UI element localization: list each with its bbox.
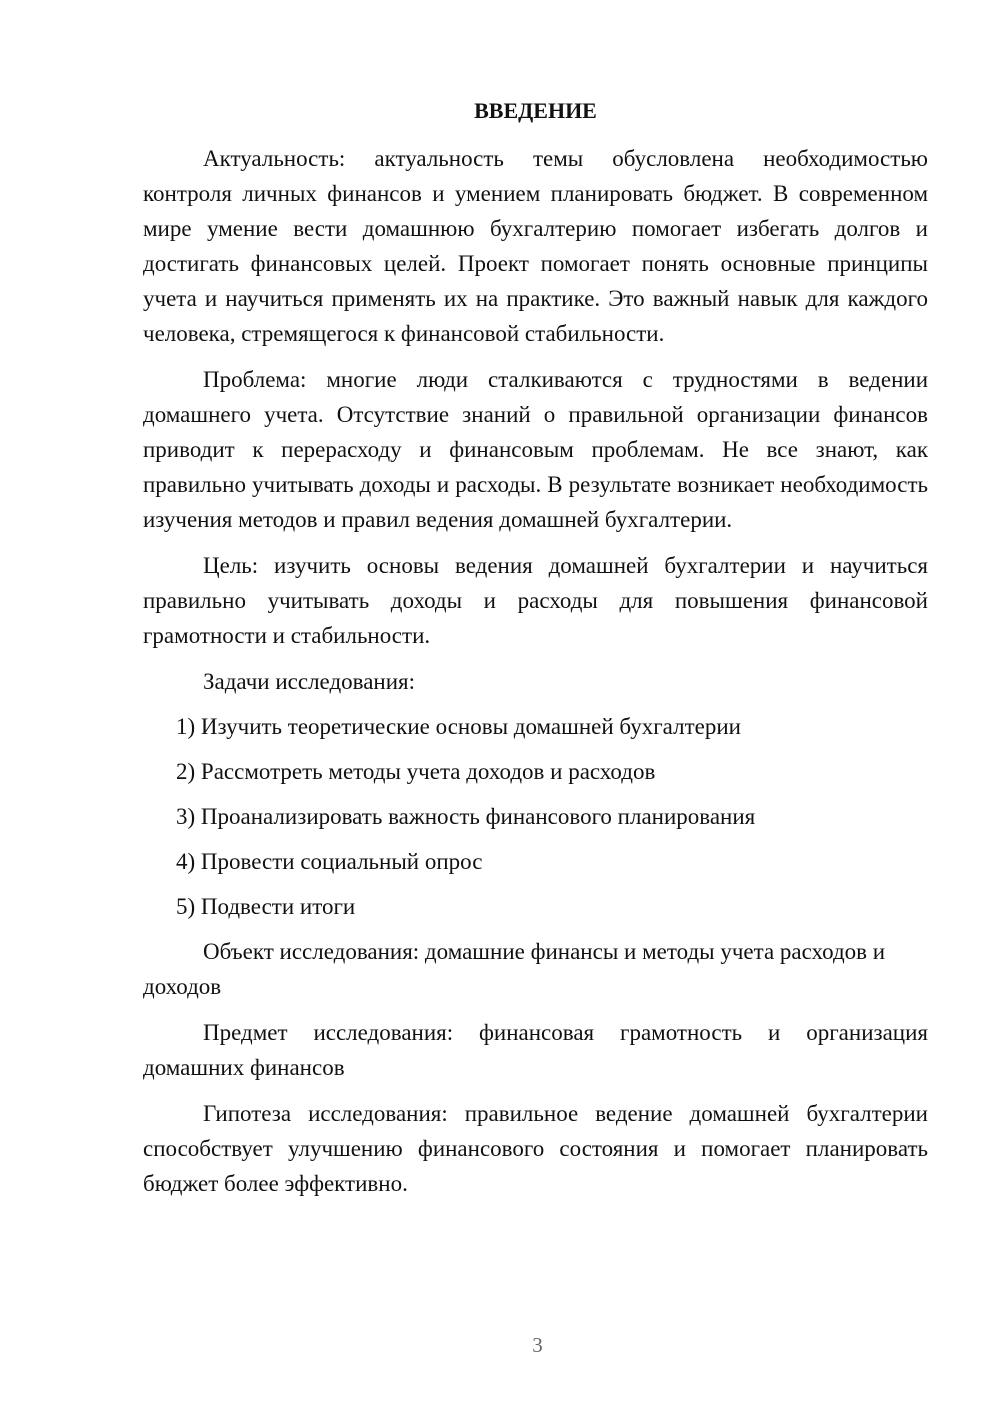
section-title: ВВЕДЕНИЕ [474,98,597,123]
task-list [143,709,928,924]
paragraph-object: Объект исследования: домашние финансы и методы учета расходов и доходов [143,939,886,999]
task-item: 4) Провести социальный опрос [176,849,483,874]
paragraph-goal: Цель: изучить основы ведения домашней бухгалтерии и научиться правильно учитывать доходы и расходы для повышения финансовой грамотности и стабильности. [143,553,928,648]
task-item: 1) Изучить теоретические основы домашней бухгалтерии [176,714,741,739]
task-item: 2) Рассмотреть методы учета доходов и расходов [176,759,656,784]
task-item: 5) Подвести итоги [176,894,356,919]
paragraph-problem: Проблема: многие люди сталкиваются с трудностями в ведении домашнего учета. Отсутствие знаний о правильной организации финансов приводит к перерасходу и финансовым проблемам. Не все знают, как правильно учитывать доходы и расходы. В результате возникает необходимость изучения методов и правил ведения домашней бухгалтерии. [143,367,928,532]
paragraph-hypothesis: Гипотеза исследования: правильное ведение домашней бухгалтерии способствует улучшению финансового состояния и помогает планировать бюджет более эффективно. [143,1101,928,1196]
task-item: 3) Проанализировать важность финансового планирования [176,804,756,829]
paragraph-subject: Предмет исследования: финансовая грамотность и организация домашних финансов [143,1020,928,1080]
page-content [143,93,928,1212]
page-number: 3 [532,1333,543,1357]
paragraph-relevance: Актуальность: актуальность темы обусловлена необходимостью контроля личных финансов и умением планировать бюджет. В современном мире умение вести домашнюю бухгалтерию помогает избегать долгов и достигать финансовых целей. Проект помогает понять основные принципы учета и научиться применять их на практике. Это важный навык для каждого человека, стремящегося к финансовой стабильности. [143,146,928,346]
tasks-heading: Задачи исследования: [203,669,416,694]
